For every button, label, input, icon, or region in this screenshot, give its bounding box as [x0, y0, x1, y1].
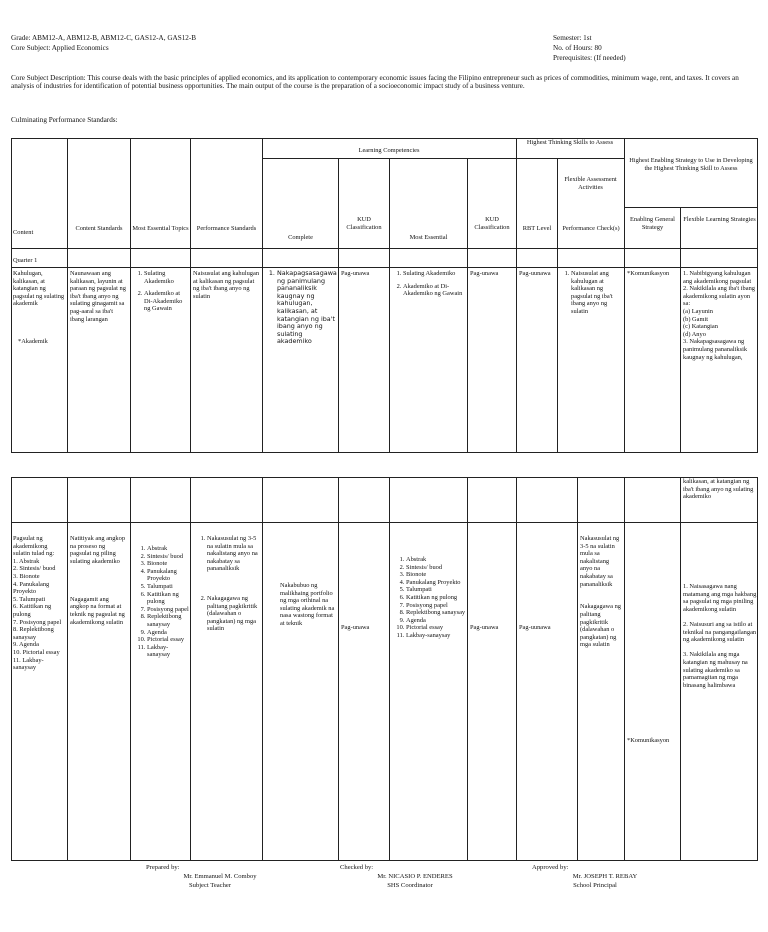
- r1-essential-1: 1. Sulating Akademiko: [403, 270, 466, 278]
- r2-kud-1: Pag-unawa: [341, 624, 370, 631]
- col-content-standards: Content Standards: [75, 225, 123, 232]
- r2-essential-11: 11. Lakbay-sanaysay: [406, 632, 466, 640]
- highest-thinking-header: Highest Thinking Skills to Assess: [526, 139, 614, 146]
- r2-topics: [133, 545, 189, 659]
- r2-essential-6: 6. Katitikan ng pulong: [406, 594, 466, 602]
- col-complete: Complete: [288, 234, 313, 241]
- r2-essential-3: 3. Bionote: [406, 571, 466, 579]
- approved-by-title: School Principal: [573, 882, 617, 889]
- r2-perf-std-1: 1. Nakasusulat ng 3-5 na sulatin mula sa nakalistang anyo na nakabatay sa pananaliksik: [207, 535, 260, 573]
- col-performance-check: Performance Check(s): [562, 225, 620, 232]
- col-rbt-level: RBT Level: [522, 225, 552, 232]
- r2-performance-check: Nakasusulat ng 3-5 na sulatin mula sa nakalistang anyo na nakabatay sa pananaliksik Nakagagawa ng palitang pagkikritik (dalawahan o pangkatan) ng mga sulatin: [580, 535, 621, 649]
- r1-kud-1: Pag-unawa: [341, 270, 370, 277]
- r1-content-note: *Akademik: [18, 338, 48, 345]
- r2-content-standards: Natitiyak ang angkop na proseso ng pagsulat ng piling sulating akademiko Nagagamit ang angkop na format at teknik ng pagsulat ng akademikong sulatin: [70, 535, 126, 626]
- r2-complete: Nakabubuo ng malikhaing portfolio ng mga orihinal na sulating akademik na nasa wastong format at teknik: [280, 582, 335, 627]
- r2-topic-5: 5. Talumpati: [147, 583, 189, 591]
- prerequisites-line: Prerequisites: (If needed): [553, 54, 626, 62]
- col-performance-standards: Performance Standards: [196, 225, 257, 232]
- r2-essential-9: 9. Agenda: [406, 617, 466, 625]
- r1-rbt-level: Pag-uunawa: [519, 270, 551, 277]
- prepared-by-label: Prepared by:: [146, 864, 180, 871]
- col-enabling-general: Enabling General Strategy: [630, 216, 675, 231]
- r2-perf-std-2: 2. Nakagagawa ng palitang pagkikritik (dalawahan o pangkatan) ng mga sulatin: [207, 595, 260, 633]
- col-content: Content: [13, 229, 34, 236]
- r1-performance-check: [560, 270, 623, 321]
- r1-performance-standards: Naisusulat ang kahulugan at kalikasan ng pagsulat ng iba't ibang anyo ng sulatin: [193, 270, 260, 300]
- checked-by-name: Mr. NICASIO P. ENDERES: [377, 873, 453, 880]
- checked-by-label: Checked by:: [340, 864, 374, 871]
- r2-essential-1: 1. Abstrak: [406, 556, 466, 564]
- r1-perf-check-item: 1. Naisusulat ang kahulugan at kalikasan ng pagsulat ng iba't ibang anyo ng sulatin: [571, 270, 623, 316]
- highest-enabling-header: Highest Enabling Strategy to Use in Developing the Highest Thinking Skill to Assess: [629, 157, 753, 172]
- r2-topic-3: 3. Bionote: [147, 560, 189, 568]
- col-kud-1: KUD Classification: [346, 216, 382, 231]
- r2-topic-4: 4. Panukalang Proyekto: [147, 568, 189, 583]
- r1-content-standards: Naunawaan ang kalikasan, layunin at paraan ng pagsulat ng iba't ibang anyo ng sulating ginagamit sa pag-aaral sa iba't ibang larangan: [70, 270, 126, 323]
- r2-essential-8: 8. Replektibong sanaysay: [406, 609, 466, 617]
- course-description: Core Subject Description: This course deals with the basic principles of applied economics, and its application to contemporary economic issues facing the Filipino entrepreneur such as prices of commodities, minimum wage, rent, and taxes. It covers an analysis of industries for identification of potential business opportunities. The main output of the course is the preparation of a socioeconomic impact study of a business venture.: [11, 74, 739, 91]
- r2-topic-9: 9. Agenda: [147, 629, 189, 637]
- r2-topic-10: 10. Pictorial essay: [147, 636, 189, 644]
- quarter-label: Quarter 1: [13, 257, 38, 264]
- r2-performance-standards: [193, 535, 260, 638]
- col-most-essential: Most Essential: [409, 234, 448, 241]
- core-subject-line: Core Subject: Applied Economics: [11, 44, 109, 52]
- r2-essential-7: 7. Posisyong papel: [406, 602, 466, 610]
- r2-most-essential: [392, 556, 466, 640]
- approved-by-label: Approved by:: [532, 864, 569, 871]
- prepared-by-name: Mr. Emmanuel M. Comboy: [183, 873, 257, 880]
- r2-enabling: *Komunikasyon: [627, 737, 670, 744]
- r1-topic-1: 1. Sulating Akademiko: [144, 270, 189, 285]
- r1-enabling: *Komunikasyon: [627, 270, 670, 277]
- learning-competencies-header: Learning Competencies: [358, 147, 420, 154]
- r2-topic-7: 7. Posisyong papel: [147, 606, 189, 614]
- r2-flexible-continued: kalikasan, at katangian ng iba't ibang anyo ng sulating akademiko: [683, 478, 754, 501]
- col-most-essential-topics: Most Essential Topics: [132, 225, 189, 232]
- r1-complete-item: 1. Nakapagsasagawa ng panimulang pananaliksik kaugnay ng kahulugan, kalikasan, at katangian ng iba't ibang anyo ng sulating akademiko: [277, 270, 336, 346]
- hours-line: No. of Hours: 80: [553, 44, 602, 52]
- r2-topic-2: 2. Sintesis/ buod: [147, 553, 189, 561]
- r2-content: Pagsulat ng akademikong sulatin tulad ng: 1. Abstrak 2. Sintesis/ buod 3. Bionote 4. Panukalang Proyekto 5. Talumpati 6. Katitikan ng pulong 7. Posisyong papel 8. Replektibong sanaysay 9. Agenda 10. Pictorial essay 11. Lakbay-sanaysay: [13, 535, 62, 672]
- r1-essential-2: 2. Akademiko at Di-Akademiko ng Gawain: [403, 283, 466, 298]
- r1-topics: [133, 270, 189, 318]
- r1-kud-2: Pag-unawa: [470, 270, 499, 277]
- flexible-assessment-header: Flexible Assessment Activities: [564, 176, 617, 191]
- grade-line: Grade: ABM12-A, ABM12-B, ABM12-C, GAS12-A, GAS12-B: [11, 34, 197, 42]
- r1-flexible: 1. Nabibigyang kahulugan ang akademikong pagsulat 2. Nakikilala ang iba't ibang akademikong sulatin ayon sa: (a) Layunin (b) Gamit (c) Katangian (d) Anyo 3. Nakapagsasagawa ng panimulang pananaliksik kaugnay ng kahulugan,: [683, 270, 755, 361]
- r2-essential-10: 10. Pictorial essay: [406, 624, 466, 632]
- r1-complete: [266, 270, 336, 351]
- r1-most-essential: [392, 270, 466, 303]
- r2-topic-1: 1. Abstrak: [147, 545, 189, 553]
- culminating-standards: Culminating Performance Standards:: [11, 116, 118, 124]
- checked-by-title: SHS Coordinator: [387, 882, 433, 889]
- r2-essential-2: 2. Sintesis/ buod: [406, 564, 466, 572]
- col-flexible-learning: Flexible Learning Strategies: [683, 216, 756, 223]
- r2-essential-4: 4. Panukalang Proyekto: [406, 579, 466, 587]
- r1-content: Kahulugan, kalikasan, at katangian ng pagsulat ng sulating akademik: [13, 270, 65, 308]
- r2-kud-2: Pag-unawa: [470, 624, 499, 631]
- r2-topic-6: 6. Katitikan ng pulong: [147, 591, 189, 606]
- col-kud-2: KUD Classification: [474, 216, 510, 231]
- r2-topic-8: 8. Replektibong sanaysay: [147, 613, 189, 628]
- r2-rbt-level: Pag-uunawa: [519, 624, 551, 631]
- approved-by-name: Mr. JOSEPH T. REBAY: [572, 873, 638, 880]
- r2-essential-5: 5. Talumpati: [406, 586, 466, 594]
- r2-flexible: 1. Naisasagawa nang matamang ang mga hakbang sa pagsulat ng mga piniling akademikong sulatin 2. Naisusuri ang sa istilo at teknikal na pangangailangan ng akademikong sulatin 3. Nakikilala ang mga katangian ng mahusay na sulating akademiko sa pamamagitan ng mga binasang halimbawa: [683, 583, 757, 689]
- semester-line: Semester: 1st: [553, 34, 592, 42]
- prepared-by-title: Subject Teacher: [188, 882, 232, 889]
- r2-topic-11: 11. Lakbay-sanaysay: [147, 644, 189, 659]
- r1-topic-2: 2. Akademiko at Di-Akademiko ng Gawain: [144, 290, 189, 313]
